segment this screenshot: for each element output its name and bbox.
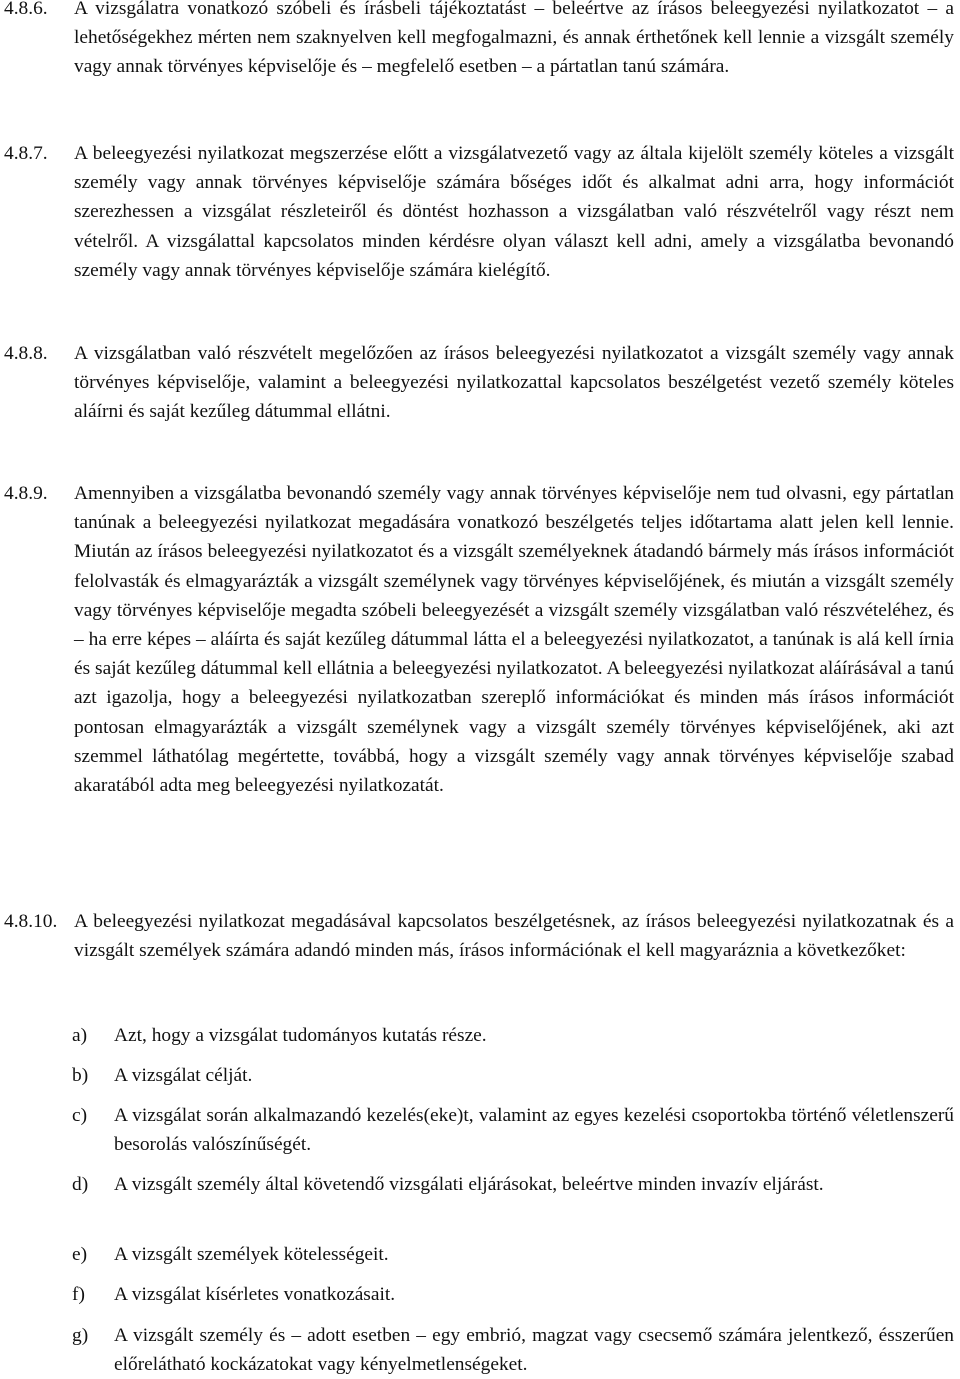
section-text: A beleegyezési nyilatkozat megszerzése előtt a vizsgálatvezető vagy az általa kijelölt személy köteles a vizsgált személy vagy annak törvényes képviselője számára bőséges időt és alkalmat adni arra, hogy információt szerezhessen a vizsgálat részleteiről és döntést hozhasson a vizsgálatban való részvételről vagy részt nem vételről. A vizsgálattal kapcsolatos minden kérdésre olyan választ kell adni, amely a vizsgálatba bevonandó személy vagy annak törvényes képviselője számára kielégítő. xyxy=(74,143,954,281)
section-number: 4.8.6. xyxy=(4,0,48,19)
list-item xyxy=(72,1021,954,1050)
list-marker: e) xyxy=(72,1244,88,1265)
list-marker: f) xyxy=(72,1284,85,1305)
list-item-text: A vizsgálat célját. xyxy=(114,1065,253,1086)
section-text: Amennyiben a vizsgálatba bevonandó személy vagy annak törvényes képviselője nem tud olvasni, egy pártatlan tanúnak a beleegyezési nyilatkozat megadására vonatkozó beszélgetés teljes időtartama alatt jelen kell lennie. Miután az írásos beleegyezési nyilatkozatot és a vizsgált személyeknek átadandó bármely más írásos információt felolvasták és elmagyarázták a vizsgált személynek vagy törvényes képviselőjének, és miután a vizsgált személy vagy törvényes képviselője megadta szóbeli beleegyezését a vizsgált személy vizsgálatban való részvételéhez, és – ha erre képes – aláírta és saját kezűleg dátummal látta el a beleegyezési nyilatkozatot, a tanúnak is alá kell írnia és saját kezűleg dátummal kell ellátnia a beleegyezési nyilatkozatot. A beleegyezési nyilatkozat aláírásával a tanú azt igazolja, hogy a beleegyezési nyilatkozatban szereplő információkat és minden más írásos információt pontosan elmagyarázták a vizsgált személynek vagy a vizsgált személy törvényes képviselőjének, aki azt szemmel láthatólag megértette, továbbá, hogy a vizsgált személy vagy annak törvényes képviselője szabad akaratából adta meg beleegyezési nyilatkozatát. xyxy=(74,483,954,797)
list-item-text: A vizsgálat kísérletes vonatkozásait. xyxy=(114,1284,396,1305)
section-number: 4.8.10. xyxy=(4,911,58,932)
list-marker: a) xyxy=(72,1025,88,1046)
list-marker: d) xyxy=(72,1174,89,1195)
list-item xyxy=(72,1321,954,1379)
list-marker: g) xyxy=(72,1325,89,1346)
list-item-text: Azt, hogy a vizsgálat tudományos kutatás része. xyxy=(114,1025,487,1046)
list-item xyxy=(72,1170,954,1199)
list-item-text: A vizsgált személy által követendő vizsgálati eljárásokat, beleértve minden invazív eljárást. xyxy=(114,1174,824,1195)
list-item xyxy=(72,1280,954,1309)
list-item xyxy=(72,1061,954,1090)
list-marker: c) xyxy=(72,1105,88,1126)
section-text: A vizsgálatban való részvételt megelőzően az írásos beleegyezési nyilatkozatot a vizsgált személy vagy annak törvényes képviselője, valamint a beleegyezési nyilatkozattal kapcsolatos beszélgetést vezető személy köteles aláírni és saját kezűleg dátummal ellátni. xyxy=(74,343,954,423)
section-4-8-8 xyxy=(4,339,954,427)
list-item-text: A vizsgált személy és – adott esetben – egy embrió, magzat vagy csecsemő számára jelentkező, ésszerűen előrelátható kockázatokat vagy kényelmetlenségeket. xyxy=(114,1325,954,1376)
section-number: 4.8.8. xyxy=(4,343,48,364)
section-text: A beleegyezési nyilatkozat megadásával kapcsolatos beszélgetésnek, az írásos beleegyezési nyilatkozatnak és a vizsgált személyek számára adandó minden más, írásos információnak el kell magyaráznia a következőket: xyxy=(74,911,954,962)
section-4-8-6 xyxy=(4,0,954,82)
section-4-8-10 xyxy=(4,907,954,965)
section-4-8-9 xyxy=(4,479,954,800)
list-item xyxy=(72,1240,954,1269)
section-text: A vizsgálatra vonatkozó szóbeli és írásbeli tájékoztatást – beleértve az írásos beleegyezési nyilatkozatot – a lehetőségekhez mérten nem szaknyelven kell megfogalmazni, és annak érthetőnek kell lennie a vizsgált személy vagy annak törvényes képviselője és – megfelelő esetben – a pártatlan tanú számára. xyxy=(74,0,954,78)
section-number: 4.8.7. xyxy=(4,143,48,164)
section-number: 4.8.9. xyxy=(4,483,48,504)
section-4-8-7 xyxy=(4,139,954,285)
list-marker: b) xyxy=(72,1065,89,1086)
list-item xyxy=(72,1101,954,1159)
list-item-text: A vizsgált személyek kötelességeit. xyxy=(114,1244,389,1265)
list-item-text: A vizsgálat során alkalmazandó kezelés(eke)t, valamint az egyes kezelési csoportokba történő véletlenszerű besorolás valószínűségét. xyxy=(114,1105,954,1156)
